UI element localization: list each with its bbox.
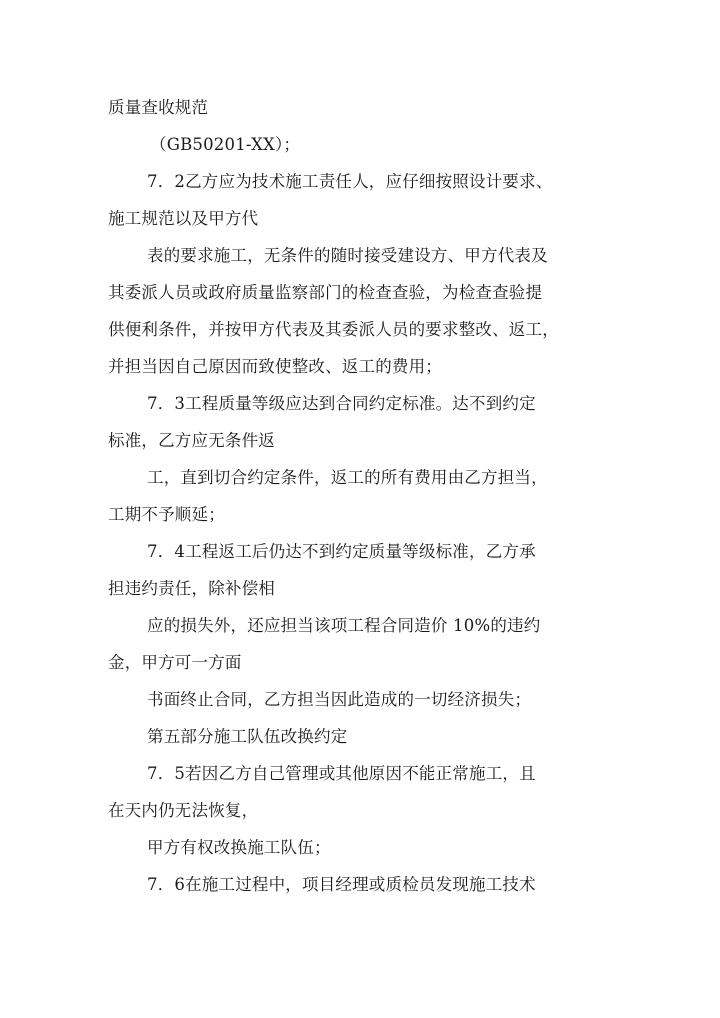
clause-7-2: 7．2乙方应为技术施工责任人，应仔细按照设计要求、 [147, 172, 553, 191]
text-line-quality-standard: 质量查收规范 [108, 98, 209, 117]
text-line: 在天内仍无法恢复， [108, 801, 259, 820]
clause-7-6: 7．6在施工过程中，项目经理或质检员发现施工技术 [147, 875, 536, 894]
text-line: 甲方有权改换施工队伍； [147, 838, 331, 857]
text-line: 担违约责任，除补偿相 [108, 579, 275, 598]
text-line: 应的损失外，还应担当该项工程合同造价 10%的违约 [147, 616, 541, 635]
text-line: 标准，乙方应无条件返 [108, 431, 275, 450]
text-line: 金，甲方可一方面 [108, 653, 242, 672]
text-line: 并担当因自己原因而致使整改、返工的费用； [108, 357, 442, 376]
text-line: 其委派人员或政府质量监察部门的检查查验，为检查查验提 [108, 283, 543, 302]
text-line: 工期不予顺延； [108, 505, 225, 524]
text-line: 书面终止合同，乙方担当因此造成的一切经济损失； [147, 690, 532, 709]
clause-7-5: 7．5若因乙方自己管理或其他原因不能正常施工，且 [147, 764, 536, 783]
clause-7-3: 7．3工程质量等级应达到合同约定标准。达不到约定 [147, 394, 536, 413]
text-line-standard-code: （GB50201-XX）； [150, 135, 301, 154]
text-line: 工，直到切合约定条件，返工的所有费用由乙方担当， [147, 468, 548, 487]
section-heading-part-5: 第五部分施工队伍改换约定 [147, 727, 348, 746]
text-line: 供便利条件，并按甲方代表及其委派人员的要求整改、返工， [108, 320, 559, 339]
clause-7-4: 7．4工程返工后仍达不到约定质量等级标准，乙方承 [147, 542, 536, 561]
text-line: 表的要求施工，无条件的随时接受建设方、甲方代表及 [147, 246, 548, 265]
text-line: 施工规范以及甲方代 [108, 209, 259, 228]
